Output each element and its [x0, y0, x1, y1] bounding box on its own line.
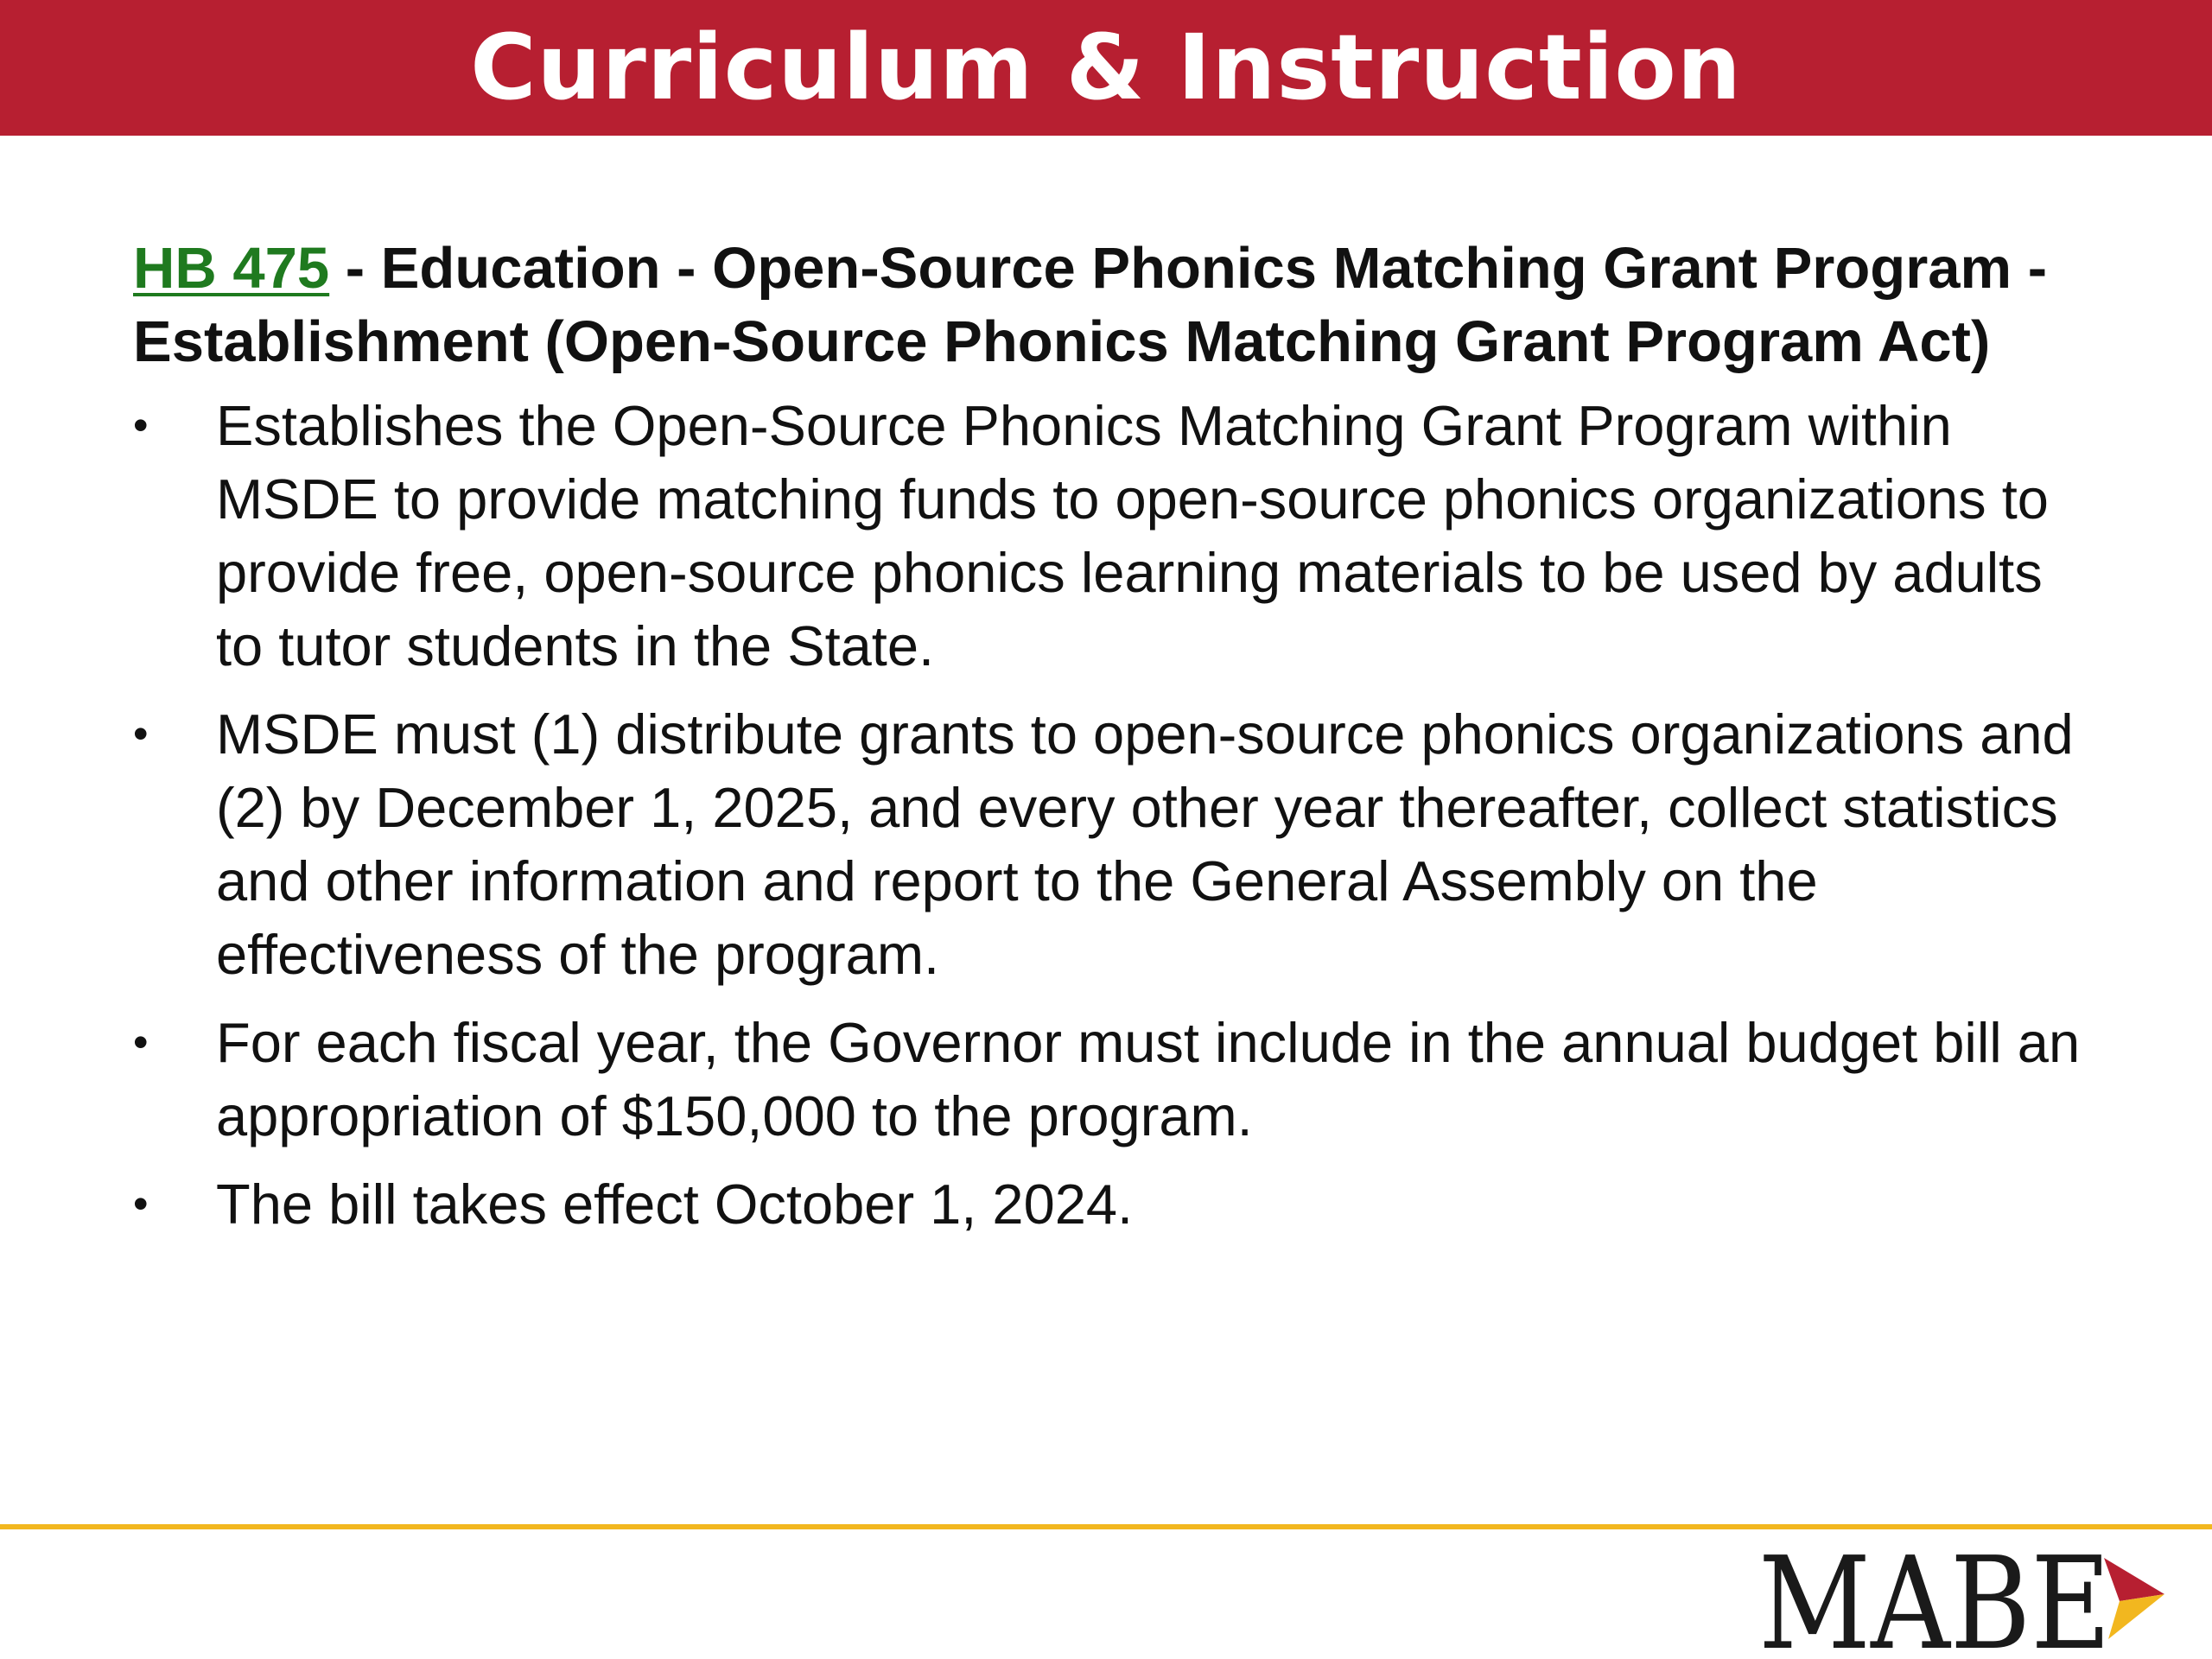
bullet-item	[133, 1167, 2103, 1241]
bill-heading	[133, 232, 2103, 378]
bill-title-text: - Education - Open-Source Phonics Matching Grant Program - Establishment (Open-Source Phonics Matching Grant Program Act)	[133, 236, 2048, 374]
bullet-item	[133, 389, 2103, 683]
bullet-text: MSDE must (1) distribute grants to open-source phonics organizations and (2) by December 1, 2025, and every other year thereafter, collect statistics and other information and report to the General Assembly on the effectiveness of the program.	[216, 702, 2074, 986]
bullet-item	[133, 1006, 2103, 1153]
bullet-icon: •	[133, 1179, 149, 1228]
bullet-icon: •	[133, 401, 149, 449]
footer-divider	[0, 1524, 2212, 1529]
bill-link[interactable]: HB 475	[133, 236, 330, 301]
bullet-item	[133, 697, 2103, 991]
mabe-logo	[1758, 1542, 2173, 1655]
slide-title: Curriculum & Instruction	[470, 15, 1742, 120]
bullet-text: Establishes the Open-Source Phonics Matching Grant Program within MSDE to provide matching funds to open-source phonics organizations to provide free, open-source phonics learning materials to be used by adults to tutor students in the State.	[216, 394, 2049, 677]
bullet-list	[133, 389, 2103, 1241]
svg-text:MABE: MABE	[1758, 1542, 2111, 1655]
bullet-icon: •	[133, 709, 149, 758]
logo-chevron-red-icon	[2104, 1558, 2164, 1601]
slide-content	[133, 232, 2103, 1255]
bullet-text: For each fiscal year, the Governor must include in the annual budget bill an appropriation of $150,000 to the program.	[216, 1011, 2081, 1147]
bullet-text: The bill takes effect October 1, 2024.	[216, 1173, 1134, 1236]
logo-chevron-gold-icon	[2108, 1594, 2164, 1639]
bullet-icon: •	[133, 1018, 149, 1066]
